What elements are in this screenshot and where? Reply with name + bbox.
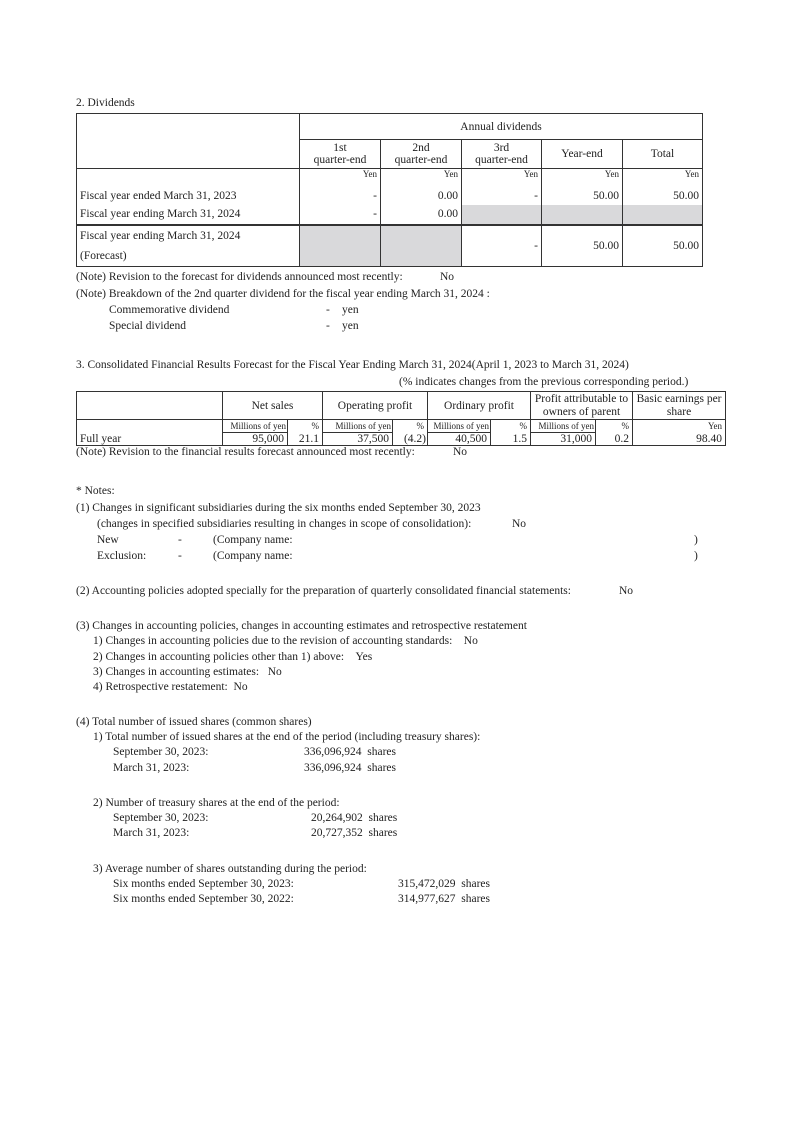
new-dash: -	[178, 534, 182, 546]
note-2-value: No	[619, 585, 634, 597]
value: No	[463, 635, 478, 647]
note-4-2: 2) Number of treasury shares at the end of the period:	[93, 797, 340, 809]
cell: 0.2	[596, 433, 633, 446]
cell: 98.40	[633, 433, 726, 446]
value: Yes	[355, 651, 373, 663]
share-value	[304, 761, 396, 775]
unit: shares	[461, 893, 490, 905]
cell: 0.00	[381, 205, 462, 225]
col-header-total: Total	[623, 140, 703, 169]
row-label: Fiscal year ending March 31, 2024	[77, 205, 300, 225]
note-4-3: 3) Average number of shares outstanding during the period:	[93, 863, 367, 875]
header-ordinary-profit: Ordinary profit	[428, 392, 531, 420]
cell: 1.5	[491, 433, 531, 446]
value: 20,264,902	[311, 812, 363, 824]
new-label: New	[97, 534, 119, 546]
table-row	[77, 205, 703, 225]
dividend-note-2: (Note) Breakdown of the 2nd quarter dividend for the fiscal year ending March 31, 2024 :	[76, 288, 490, 300]
header-operating-profit: Operating profit	[323, 392, 428, 420]
col-header-q1	[300, 140, 381, 169]
row-label	[77, 225, 300, 267]
table-row	[77, 225, 703, 267]
unit: Millions of yen	[223, 420, 288, 433]
value: 315,472,029	[398, 878, 456, 890]
unit: shares	[368, 827, 398, 839]
dividends-title: 2. Dividends	[76, 97, 135, 109]
unit: shares	[367, 762, 396, 774]
blank-header	[77, 114, 300, 169]
special-label: Special dividend	[109, 320, 186, 332]
cell: -	[300, 187, 381, 205]
forecast-note: (Note) Revision to the financial results forecast announced most recently:	[76, 446, 415, 458]
cell: 0.00	[381, 187, 462, 205]
row-label: Fiscal year ended March 31, 2023	[77, 187, 300, 205]
unit: %	[393, 420, 428, 433]
unit: %	[288, 420, 323, 433]
header-profit-attributable	[531, 392, 633, 420]
cell: 40,500	[428, 433, 491, 446]
shaded-cell	[381, 225, 462, 267]
q3-line2: quarter-end	[475, 154, 528, 166]
unit: Yen	[462, 169, 542, 187]
unit: shares	[367, 746, 396, 758]
cell: 50.00	[542, 225, 623, 267]
note-1b-value: No	[512, 518, 527, 530]
unit: %	[491, 420, 531, 433]
share-value	[398, 892, 490, 906]
note-4: (4) Total number of issued shares (common shares)	[76, 716, 312, 728]
h5-line1: Basic earnings per	[636, 392, 722, 405]
note-3-item	[93, 634, 478, 648]
value: 314,977,627	[398, 893, 456, 905]
note-3-item	[93, 680, 248, 694]
h4-line2: owners of parent	[542, 405, 621, 418]
blank-header	[77, 392, 223, 420]
cell: 50.00	[623, 225, 703, 267]
note-1b: (changes in specified subsidiaries resulting in changes in scope of consolidation):	[97, 518, 472, 530]
header-net-sales: Net sales	[223, 392, 323, 420]
cell: -	[462, 225, 542, 267]
paren: )	[694, 550, 698, 562]
forecast-subtitle: (% indicates changes from the previous corresponding period.)	[399, 376, 689, 388]
share-value	[311, 811, 397, 825]
dividends-table	[76, 113, 703, 267]
share-value	[304, 745, 396, 759]
value: No	[267, 666, 282, 678]
special-unit: yen	[342, 320, 359, 332]
notes-title: * Notes:	[76, 485, 115, 497]
cell: 50.00	[542, 187, 623, 205]
note-3-item	[93, 650, 372, 664]
note-1: (1) Changes in significant subsidiaries during the six months ended September 30, 2023	[76, 502, 481, 514]
forecast-table	[76, 391, 726, 446]
exclusion-label: Exclusion:	[97, 550, 147, 562]
forecast-label-2: (Forecast)	[80, 249, 127, 262]
cell: 31,000	[531, 433, 596, 446]
special-value: -	[326, 320, 330, 332]
note-3: (3) Changes in accounting policies, changes in accounting estimates and retrospective restatement	[76, 620, 527, 632]
cell: -	[462, 187, 542, 205]
note-3-item	[93, 665, 282, 679]
value: 336,096,924	[304, 746, 362, 758]
commemorative-unit: yen	[342, 304, 359, 316]
label: 4) Retrospective restatement:	[93, 681, 228, 693]
q3-line1: 3rd	[493, 142, 510, 154]
label: 1) Changes in accounting policies due to the revision of accounting standards:	[93, 635, 453, 647]
share-label: March 31, 2023:	[113, 827, 190, 839]
cell: (4.2)	[393, 433, 428, 446]
col-header-year-end: Year-end	[542, 140, 623, 169]
unit: Millions of yen	[428, 420, 491, 433]
annual-dividends-header: Annual dividends	[300, 114, 703, 140]
cell: 37,500	[323, 433, 393, 446]
unit: %	[596, 420, 633, 433]
unit: shares	[461, 878, 490, 890]
share-value	[311, 826, 397, 840]
paren: )	[694, 534, 698, 546]
cell: 50.00	[623, 187, 703, 205]
note-2: (2) Accounting policies adopted specially for the preparation of quarterly consolidated financial statements:	[76, 585, 571, 597]
forecast-title: 3. Consolidated Financial Results Forecast for the Fiscal Year Ending March 31, 2024(April 1, 2023 to March 31, 2024)	[76, 359, 629, 371]
commemorative-value: -	[326, 304, 330, 316]
q2-line1: 2nd	[412, 142, 430, 154]
dividend-note-1: (Note) Revision to the forecast for dividends announced most recently:	[76, 271, 403, 283]
row-label: Full year	[77, 433, 223, 446]
shaded-cell	[542, 205, 623, 225]
share-label: September 30, 2023:	[113, 746, 209, 758]
forecast-label: Fiscal year ending March 31, 2024	[80, 229, 241, 242]
header-eps	[633, 392, 726, 420]
shaded-cell	[623, 205, 703, 225]
table-row	[77, 433, 726, 446]
h4-line1: Profit attributable to	[534, 392, 629, 405]
unit: Yen	[633, 420, 726, 433]
q2-line2: quarter-end	[394, 154, 448, 166]
forecast-note-value: No	[453, 446, 468, 458]
unit: Yen	[623, 169, 703, 187]
unit: Yen	[542, 169, 623, 187]
share-label: Six months ended September 30, 2023:	[113, 878, 294, 890]
new-company: (Company name:	[213, 534, 293, 546]
q1-line1: 1st	[333, 142, 347, 154]
shaded-cell	[300, 225, 381, 267]
unit: Yen	[381, 169, 462, 187]
unit: Millions of yen	[323, 420, 393, 433]
value: 336,096,924	[304, 762, 362, 774]
col-header-q2	[381, 140, 462, 169]
commemorative-label: Commemorative dividend	[109, 304, 230, 316]
exclusion-company: (Company name:	[213, 550, 293, 562]
unit: Millions of yen	[531, 420, 596, 433]
share-label: Six months ended September 30, 2022:	[113, 893, 294, 905]
h5-line2: share	[666, 405, 692, 418]
value: 20,727,352	[311, 827, 363, 839]
share-value	[398, 877, 490, 891]
note-4-1: 1) Total number of issued shares at the end of the period (including treasury shares):	[93, 731, 481, 743]
unit: shares	[368, 812, 398, 824]
table-row	[77, 187, 703, 205]
exclusion-dash: -	[178, 550, 182, 562]
label: 3) Changes in accounting estimates:	[93, 666, 260, 678]
label: 2) Changes in accounting policies other than 1) above:	[93, 651, 345, 663]
shaded-cell	[462, 205, 542, 225]
share-label: March 31, 2023:	[113, 762, 190, 774]
unit: Yen	[300, 169, 381, 187]
cell: 21.1	[288, 433, 323, 446]
share-label: September 30, 2023:	[113, 812, 209, 824]
q1-line2: quarter-end	[313, 154, 367, 166]
cell: 95,000	[223, 433, 288, 446]
value: No	[233, 681, 248, 693]
col-header-q3	[462, 140, 542, 169]
dividend-note-1-value: No	[440, 271, 455, 283]
cell: -	[300, 205, 381, 225]
